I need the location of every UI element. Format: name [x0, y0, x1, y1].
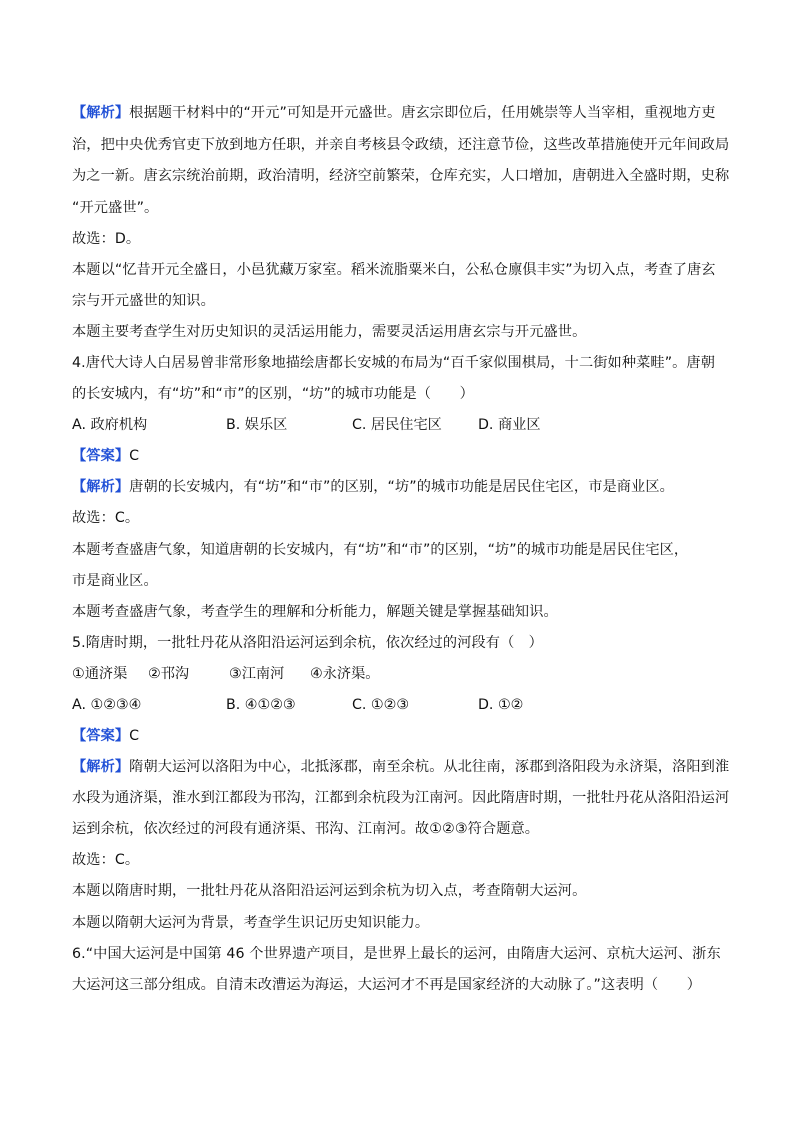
q3-analysis-line-4: “开元盛世”。: [72, 200, 159, 216]
q5-choice: 故选：C。: [72, 852, 140, 868]
q4-analysis: 【解析】唐朝的长安城内，有“坊”和“市”的区别，“坊”的城市功能是居民住宅区，市是商业区。: [72, 479, 674, 495]
q5-option-c: C. ①②③: [352, 697, 410, 713]
q3-analysis-line-3: 为之一新。唐玄宗统治前期，政治清明，经济空前繁荣，仓库充实，人口增加，唐朝进入全盛时期，史称: [72, 168, 730, 184]
q5-option-a: A. ①②③④: [72, 697, 142, 713]
q3-choice: 故选：D。: [72, 231, 141, 247]
answer-tag: 【答案】: [72, 728, 130, 744]
q5-item-3: ③江南河: [229, 666, 285, 682]
q5-stem-line-1: 5.隋唐时期，一批牡丹花从洛阳沿运河运到余杭，依次经过的河段有（ ）: [72, 635, 543, 651]
q5-item-1: ①通济渠: [72, 666, 128, 682]
q4-choice: 故选：C。: [72, 510, 140, 526]
q3-analysis-line-2: 治，把中央优秀官吏下放到地方任职，并亲自考核县令政绩，还注意节俭，这些改革措施使开元年间政局: [72, 137, 730, 153]
q6-stem-line-2: 大运河这三部分组成。自清末改漕运为海运，大运河才不再是国家经济的大动脉了。”这表明（ ）: [72, 977, 702, 993]
q5-item-4: ④永济渠。: [310, 666, 380, 682]
analysis-tag: 【解析】: [72, 105, 130, 121]
q3-analysis-line-1: 【解析】根据题干材料中的“开元”可知是开元盛世。唐玄宗即位后，任用姚崇等人当宰相，重视地方吏: [72, 105, 716, 121]
q3-note-3: 本题主要考查学生对历史知识的灵活运用能力，需要灵活运用唐玄宗与开元盛世。: [72, 324, 587, 340]
q3-note-1: 本题以“忆昔开元全盛日，小邑犹藏万家室。稻米流脂粟米白，公私仓廪俱丰实”为切入点，考查了唐玄: [72, 262, 716, 278]
analysis-tag: 【解析】: [72, 479, 130, 495]
q4-stem-line-2: 的长安城内，有“坊”和“市”的区别，“坊”的城市功能是（ ）: [72, 386, 474, 402]
q5-option-d: D. ①②: [478, 697, 524, 713]
q4-note-1: 本题考查盛唐气象，知道唐朝的长安城内，有“坊”和“市”的区别，“坊”的城市功能是居民住宅区，: [72, 542, 689, 558]
q5-note-2: 本题以隋朝大运河为背景，考查学生识记历史知识能力。: [72, 915, 430, 931]
analysis-tag: 【解析】: [72, 759, 130, 775]
q5-answer: 【答案】C: [72, 728, 140, 744]
q4-option-a: A. 政府机构: [72, 417, 148, 433]
q5-analysis-line-3: 运到余杭，依次经过的河段有通济渠、邗沟、江南河。故①②③符合题意。: [72, 821, 540, 837]
answer-tag: 【答案】: [72, 448, 130, 464]
q4-option-c: C. 居民住宅区: [352, 417, 442, 433]
q5-analysis-line-2: 水段为通济渠，淮水到江都段为邗沟，江都到余杭段为江南河。因此隋唐时期，一批牡丹花从洛阳沿运河: [72, 790, 730, 806]
q4-option-b: B. 娱乐区: [226, 417, 288, 433]
q4-option-d: D. 商业区: [478, 417, 541, 433]
q5-note-1: 本题以隋唐时期，一批牡丹花从洛阳沿运河运到余杭为切入点，考查隋朝大运河。: [72, 883, 587, 899]
q5-item-2: ②邗沟: [148, 666, 190, 682]
q4-stem-line-1: 4.唐代大诗人白居易曾非常形象地描绘唐都长安城的布局为“百千家似围棋局，十二街如种菜畦”。唐朝: [72, 355, 716, 371]
q4-note-2: 市是商业区。: [72, 573, 158, 589]
q3-note-2: 宗与开元盛世的知识。: [72, 293, 215, 309]
q4-answer: 【答案】C: [72, 448, 140, 464]
q4-note-3: 本题考查盛唐气象，考查学生的理解和分析能力，解题关键是掌握基础知识。: [72, 604, 558, 620]
q6-stem-line-1: 6.“中国大运河是中国第 46 个世界遗产项目，是世界上最长的运河，由隋唐大运河、京杭大运河、浙东: [72, 946, 721, 962]
q5-option-b: B. ④①②③: [226, 697, 296, 713]
q5-analysis-line-1: 【解析】隋朝大运河以洛阳为中心，北抵涿郡，南至余杭。从北往南，涿郡到洛阳段为永济渠，洛阳到淮: [72, 759, 730, 775]
